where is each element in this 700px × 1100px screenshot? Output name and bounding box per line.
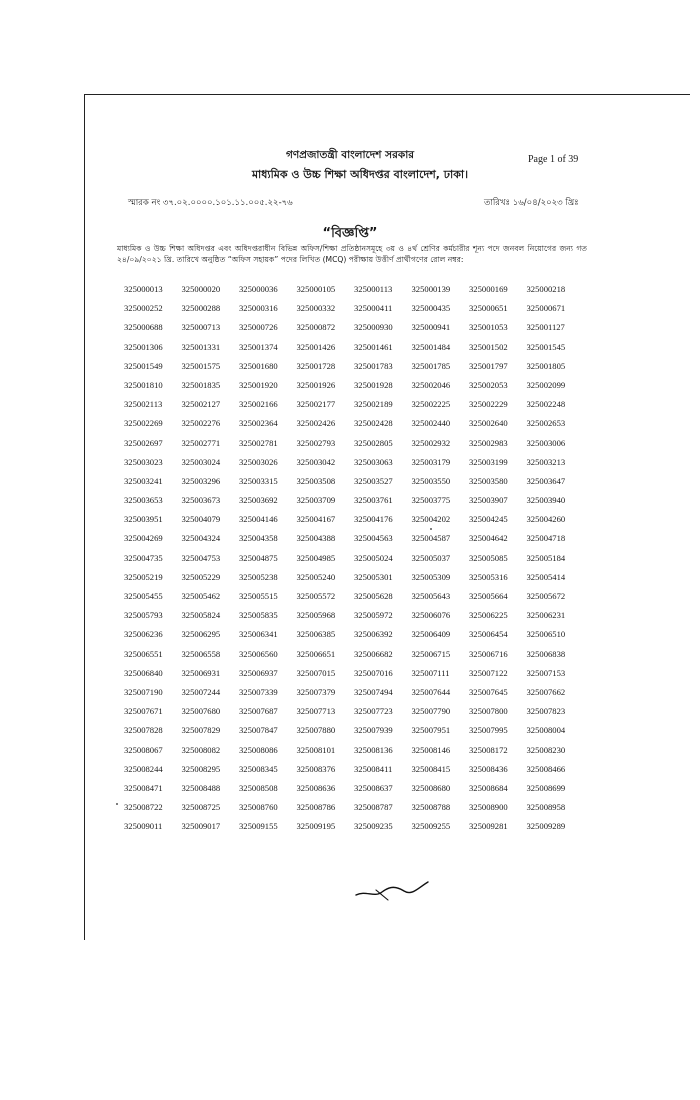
roll-number: 325003241 (124, 475, 163, 486)
roll-number: 325001484 (411, 341, 451, 352)
roll-number: 325007379 (296, 686, 336, 697)
roll-number: 325004146 (239, 514, 278, 525)
roll-number: 325005024 (354, 552, 393, 563)
roll-number: 325003179 (411, 456, 451, 467)
roll-number: 325002053 (469, 379, 508, 390)
roll-number: 325000036 (239, 284, 278, 294)
roll-number: 325006558 (181, 648, 221, 659)
roll-number: 325009155 (239, 821, 278, 832)
roll-number: 325002426 (296, 418, 336, 429)
roll-number: 325005672 (526, 591, 566, 601)
roll-number: 325007790 (411, 706, 451, 717)
roll-number: 325001920 (239, 379, 278, 390)
roll-number: 325008411 (354, 763, 393, 774)
roll-number: 325007244 (181, 686, 221, 697)
roll-number: 325008067 (124, 744, 163, 755)
roll-number: 325008699 (526, 782, 566, 793)
roll-number: 325001575 (181, 360, 221, 371)
roll-number: 325000671 (526, 303, 566, 314)
roll-number: 325003673 (181, 495, 221, 506)
roll-number: 325000713 (181, 322, 221, 333)
roll-number: 325002697 (124, 437, 163, 448)
roll-number: 325000872 (296, 322, 336, 333)
roll-number: 325004167 (296, 514, 336, 525)
roll-number: 325000651 (469, 303, 508, 314)
roll-number: 325003527 (354, 475, 393, 486)
roll-number: 325008172 (469, 744, 508, 755)
roll-number: 325005238 (239, 571, 278, 582)
roll-number: 325004269 (124, 533, 163, 544)
roll-number: 325000105 (296, 284, 336, 294)
roll-number: 325008244 (124, 763, 163, 774)
roll-number: 325008146 (411, 744, 451, 755)
roll-number: 325007644 (411, 686, 451, 697)
roll-number: 325006931 (181, 667, 221, 678)
roll-number: 325004735 (124, 552, 163, 563)
roll-number: 325000411 (354, 303, 393, 314)
roll-number: 325003024 (181, 456, 221, 467)
notice-intro: মাধ্যমিক ও উচ্চ শিক্ষা অধিদপ্তর এবং অধিদপ্তরাধীন বিভিন্ন অফিস/শিক্ষা প্রতিষ্ঠানসমূহে ৩য় ও ৪র্থ শ্রেণির কর্মচারীর শূন্য পদে জনবল নিয়োগের জন্য গত ২৪/০৯/২০২১ খ্রি. তারিখে অনুষ্ঠিত “অফিস সহায়ক” পদের লিখিত (MCQ) পরীক্ষায় উত্তীর্ণ প্রার্থীগণের রোল নম্বর: (117, 244, 587, 264)
roll-number: 325003063 (354, 456, 393, 467)
roll-number: 325008680 (411, 782, 451, 793)
roll-number: 325007687 (239, 706, 278, 717)
roll-number: 325002771 (181, 437, 221, 448)
directorate-title: মাধ্যমিক ও উচ্চ শিক্ষা অধিদপ্তর বাংলাদেশ, ঢাকা। (251, 168, 469, 181)
roll-number: 325003951 (124, 514, 163, 525)
roll-number: 325000020 (181, 284, 221, 294)
roll-number: 325001461 (354, 341, 393, 352)
roll-number: 325003775 (411, 495, 451, 506)
roll-number: 325004324 (181, 533, 221, 544)
roll-number: 325001549 (124, 360, 163, 371)
roll-number: 325000139 (411, 284, 451, 294)
roll-number: 325009289 (526, 821, 566, 832)
roll-number: 325005643 (411, 591, 451, 601)
notice-date: তারিখঃ ১৬/০৪/২০২৩ খ্রিঃ (484, 198, 579, 208)
roll-number: 325007662 (526, 686, 566, 697)
roll-number: 325003508 (296, 475, 336, 486)
roll-number: 325002364 (239, 418, 278, 429)
roll-number: 325004245 (469, 514, 508, 525)
roll-number: 325005240 (296, 571, 336, 582)
roll-number: 325005301 (354, 571, 393, 582)
roll-number: 325001728 (296, 360, 336, 371)
roll-number: 325002653 (526, 418, 566, 429)
roll-number: 325002113 (124, 399, 163, 410)
roll-number: 325007016 (354, 667, 393, 678)
roll-number: 325000316 (239, 303, 278, 314)
roll-number: 325007847 (239, 725, 278, 736)
roll-number: 325008760 (239, 802, 278, 813)
roll-number: 325007800 (469, 706, 508, 717)
roll-number: 325002046 (411, 379, 451, 390)
roll-number: 325009017 (181, 821, 221, 832)
roll-number: 325002177 (296, 399, 336, 410)
roll-number: 325002229 (469, 399, 508, 410)
roll-number: 325003042 (296, 456, 336, 467)
roll-number: 325008900 (469, 802, 508, 813)
roll-number: 325005664 (469, 591, 508, 601)
roll-number: 325008637 (354, 782, 393, 793)
roll-number: 325007828 (124, 725, 163, 736)
roll-number: 325006838 (526, 648, 566, 659)
roll-number: 325002099 (526, 379, 566, 390)
roll-number: 325003006 (526, 437, 566, 448)
roll-number: 325008466 (526, 763, 566, 774)
roll-number: 325006715 (411, 648, 451, 659)
roll-number: 325007671 (124, 706, 163, 717)
roll-number: 325008086 (239, 744, 278, 755)
roll-number: 325002932 (411, 437, 451, 448)
roll-number: 325004202 (411, 514, 451, 525)
roll-number: 325005793 (124, 610, 163, 621)
roll-number: 325005462 (181, 591, 221, 601)
roll-number: 325006076 (411, 610, 451, 621)
roll-number: 325000013 (124, 284, 163, 294)
roll-number: 325001426 (296, 341, 336, 352)
roll-number: 325007823 (526, 706, 566, 717)
roll-number: 325004587 (411, 533, 451, 544)
roll-number: 325003940 (526, 495, 566, 506)
roll-number: 325000332 (296, 303, 336, 314)
roll-number: 325005309 (411, 571, 451, 582)
roll-number: 325001805 (526, 360, 566, 371)
roll-number: 325007015 (296, 667, 336, 678)
roll-number: 325001502 (469, 341, 508, 352)
roll-number: 325003023 (124, 456, 163, 467)
roll-number: 325004388 (296, 533, 336, 544)
roll-number: 325006840 (124, 667, 163, 678)
roll-number: 325002166 (239, 399, 278, 410)
roll-number: 325008230 (526, 744, 566, 755)
roll-number: 325008471 (124, 782, 163, 793)
roll-number: 325008725 (181, 802, 221, 813)
roll-number: 325008345 (239, 763, 278, 774)
roll-number: 325008415 (411, 763, 451, 774)
roll-number: 325005572 (296, 591, 336, 601)
roll-number: 325005184 (526, 552, 566, 563)
roll-number: 325008101 (296, 744, 336, 755)
roll-number: 325002127 (181, 399, 221, 410)
roll-number: 325006385 (296, 629, 336, 640)
roll-number: 325004176 (354, 514, 393, 525)
roll-number: 325002793 (296, 437, 336, 448)
roll-number: 325007190 (124, 686, 163, 697)
roll-number: 325001785 (411, 360, 451, 371)
roll-number: 325008004 (526, 725, 566, 736)
roll-number: 325003761 (354, 495, 393, 506)
roll-number: 325005037 (411, 552, 451, 563)
roll-number: 325001783 (354, 360, 393, 371)
roll-number: 325005972 (354, 610, 393, 621)
roll-number: 325002225 (411, 399, 451, 410)
page-number: Page 1 of 39 (528, 154, 579, 165)
roll-number: 325005968 (296, 610, 336, 621)
roll-number: 325006560 (239, 648, 278, 659)
roll-number: 325006392 (354, 629, 393, 640)
roll-number: 325004875 (239, 552, 278, 563)
roll-number: 325007111 (411, 667, 450, 678)
roll-number: 325004718 (526, 533, 566, 544)
roll-number: 325002640 (469, 418, 508, 429)
roll-number: 325007494 (354, 686, 393, 697)
roll-number: 325001810 (124, 379, 163, 390)
roll-number: 325003653 (124, 495, 163, 506)
roll-number: 325008722 (124, 802, 163, 813)
page-border-left (84, 94, 85, 940)
roll-number-grid (124, 280, 584, 836)
roll-number: 325006231 (526, 610, 566, 621)
roll-number: 325005219 (124, 571, 163, 582)
roll-number: 325008788 (411, 802, 451, 813)
roll-number: 325000288 (181, 303, 221, 314)
roll-number: 325003315 (239, 475, 278, 486)
roll-number: 325006510 (526, 629, 566, 640)
scan-speck (430, 528, 432, 530)
roll-number: 325008787 (354, 802, 393, 813)
roll-number: 325004753 (181, 552, 221, 563)
roll-number: 325007153 (526, 667, 566, 678)
roll-number: 325004642 (469, 533, 508, 544)
roll-number: 325007951 (411, 725, 451, 736)
roll-number: 325008082 (181, 744, 221, 755)
roll-number: 325008786 (296, 802, 336, 813)
roll-number: 325007713 (296, 706, 336, 717)
roll-number: 325005085 (469, 552, 508, 563)
roll-number: 325001797 (469, 360, 508, 371)
roll-number: 325003026 (239, 456, 278, 467)
roll-number: 325005835 (239, 610, 278, 621)
roll-number: 325001545 (526, 341, 566, 352)
roll-number: 325007939 (354, 725, 393, 736)
roll-number: 325007995 (469, 725, 508, 736)
government-title: গণপ্রজাতন্ত্রী বাংলাদেশ সরকার (285, 149, 415, 161)
roll-number: 325000113 (354, 284, 393, 294)
roll-number: 325006225 (469, 610, 508, 621)
roll-number: 325000435 (411, 303, 451, 314)
roll-number: 325002189 (354, 399, 393, 410)
roll-number: 325006716 (469, 648, 508, 659)
roll-number: 325009235 (354, 821, 393, 832)
roll-number: 325009255 (411, 821, 451, 832)
roll-number: 325000218 (526, 284, 566, 294)
roll-number: 325003709 (296, 495, 336, 506)
roll-number: 325006341 (239, 629, 278, 640)
roll-number: 325001053 (469, 322, 508, 333)
roll-number: 325000169 (469, 284, 508, 294)
roll-number: 325001835 (181, 379, 221, 390)
roll-number: 325000252 (124, 303, 163, 314)
roll-number: 325005628 (354, 591, 393, 601)
memo-number: স্মারক নং ৩৭.০২.০০০০.১০১.১১.০০৫.২২-৭৬ (128, 198, 293, 208)
roll-number: 325004260 (526, 514, 566, 525)
roll-number: 325005824 (181, 610, 221, 621)
roll-number: 325001306 (124, 341, 163, 352)
roll-number: 325003296 (181, 475, 221, 486)
roll-number: 325000930 (354, 322, 393, 333)
roll-number: 325004358 (239, 533, 278, 544)
roll-number: 325007829 (181, 725, 221, 736)
roll-number: 325004079 (181, 514, 221, 525)
roll-number: 325003907 (469, 495, 508, 506)
roll-number: 325006651 (296, 648, 336, 659)
roll-number: 325002248 (526, 399, 566, 410)
roll-number: 325008436 (469, 763, 508, 774)
roll-number: 325000726 (239, 322, 278, 333)
roll-number: 325008488 (181, 782, 221, 793)
roll-number: 325006454 (469, 629, 508, 640)
page-border-top (84, 94, 690, 95)
roll-number: 325003550 (411, 475, 451, 486)
roll-number: 325000941 (411, 322, 451, 333)
roll-number: 325008636 (296, 782, 336, 793)
roll-number: 325002276 (181, 418, 221, 429)
notice-title: “বিজ্ঞপ্তি” (322, 226, 378, 241)
signature (352, 876, 432, 902)
roll-number: 325003213 (526, 456, 566, 467)
roll-number: 325004985 (296, 552, 336, 563)
roll-number: 325003647 (526, 475, 566, 486)
roll-number: 325000688 (124, 322, 163, 333)
roll-number: 325008958 (526, 802, 566, 813)
roll-number: 325007880 (296, 725, 336, 736)
roll-number: 325001331 (181, 341, 221, 352)
roll-number: 325006409 (411, 629, 451, 640)
roll-number: 325001928 (354, 379, 393, 390)
roll-number: 325002983 (469, 437, 508, 448)
roll-number: 325005316 (469, 571, 508, 582)
roll-number: 325002428 (354, 418, 393, 429)
roll-number: 325008508 (239, 782, 278, 793)
roll-number: 325009281 (469, 821, 508, 832)
roll-number: 325003692 (239, 495, 278, 506)
scan-speck (116, 803, 118, 805)
roll-number: 325001926 (296, 379, 336, 390)
roll-number: 325006295 (181, 629, 221, 640)
roll-number: 325007645 (469, 686, 508, 697)
roll-number: 325007339 (239, 686, 278, 697)
roll-number: 325001680 (239, 360, 278, 371)
roll-number: 325007723 (354, 706, 393, 717)
roll-number: 325004563 (354, 533, 393, 544)
roll-number: 325007122 (469, 667, 508, 678)
roll-number: 325003199 (469, 456, 508, 467)
roll-number: 325001127 (526, 322, 565, 333)
roll-number: 325006551 (124, 648, 163, 659)
roll-number: 325009195 (296, 821, 336, 832)
roll-number: 325005455 (124, 591, 163, 601)
roll-number: 325008136 (354, 744, 393, 755)
roll-number: 325005414 (526, 571, 566, 582)
roll-number: 325002781 (239, 437, 278, 448)
roll-number: 325006236 (124, 629, 163, 640)
roll-number: 325009011 (124, 821, 163, 832)
roll-number: 325002805 (354, 437, 393, 448)
roll-number: 325007680 (181, 706, 221, 717)
roll-number: 325006682 (354, 648, 393, 659)
roll-number: 325003580 (469, 475, 508, 486)
roll-number: 325002440 (411, 418, 451, 429)
roll-number: 325005229 (181, 571, 221, 582)
roll-number: 325001374 (239, 341, 278, 352)
roll-number: 325008684 (469, 782, 508, 793)
roll-number: 325008295 (181, 763, 221, 774)
roll-number: 325002269 (124, 418, 163, 429)
roll-number: 325008376 (296, 763, 336, 774)
roll-number: 325006937 (239, 667, 278, 678)
roll-number: 325005515 (239, 591, 278, 601)
